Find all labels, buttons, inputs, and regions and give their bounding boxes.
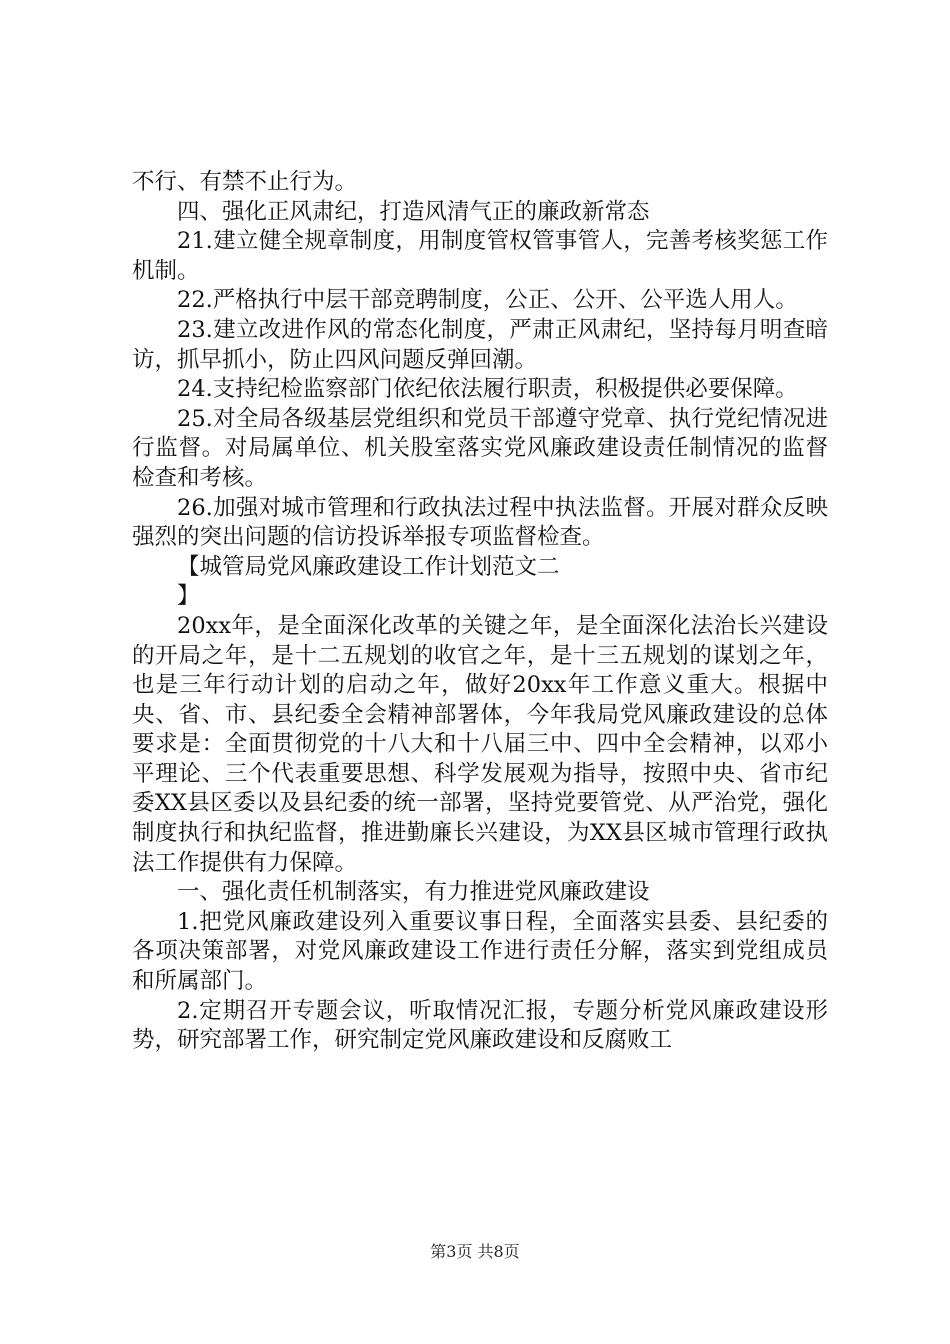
document-body xyxy=(132,168,828,1056)
paragraph-item-23: 23.建立改进作风的常态化制度，严肃正风肃纪，坚持每月明查暗访，抓早抓小，防止四风问题反弹回潮。 xyxy=(132,316,828,373)
paragraph-item-26: 26.加强对城市管理和行政执法过程中执法监督。开展对群众反映强烈的突出问题的信访投诉举报专项监督检查。 xyxy=(132,494,828,551)
paragraph-continuation: 不行、有禁不止行为。 xyxy=(132,169,358,195)
section-heading-1: 一、强化责任机制落实，有力推进党风廉政建设 xyxy=(177,879,650,906)
paragraph-item-2: 2.定期召开专题会议，听取情况汇报，专题分析党风廉政建设形势，研究部署工作，研究制定党风廉政建设和反腐败工 xyxy=(132,997,828,1054)
section-heading-4: 四、强化正风肃纪，打造风清气正的廉政新常态 xyxy=(177,198,650,225)
paragraph-item-25: 25.对全局各级基层党组织和党员干部遵守党章、执行党纪情况进行监督。对局属单位、机关股室落实党风廉政建设责任制情况的监督检查和考核。 xyxy=(132,405,828,491)
article-title: 【城管局党风廉政建设工作计划范文二 xyxy=(177,553,560,580)
paragraph-item-24: 24.支持纪检监察部门依纪依法履行职责，积极提供必要保障。 xyxy=(177,376,798,403)
paragraph-item-21: 21.建立健全规章制度，用制度管权管事管人，完善考核奖惩工作机制。 xyxy=(132,228,828,284)
paragraph-item-22: 22.严格执行中层干部竞聘制度，公正、公开、公平选人用人。 xyxy=(177,287,798,314)
article-title-bracket: 】 xyxy=(177,583,200,610)
paragraph-item-1: 1.把党风廉政建设列入重要议事日程，全面落实县委、县纪委的各项决策部署，对党风廉政建设工作进行责任分解，落实到党组成员和所属部门。 xyxy=(132,908,828,995)
page-number-footer: 第3页 共8页 xyxy=(430,1242,520,1261)
intro-paragraph: 20xx年，是全面深化改革的关键之年，是全面深化法治长兴建设的开局之年，是十二五规划的收官之年，是十三五规划的谋划之年，也是三年行动计划的启动之年，做好20xx年工作意义重大。根据中央、省、市、县纪委全会精神部署体，今年我局党风廉政建设的总体要求是：全面贯彻党的十八大和十八届三中、四中全会精神，以邓小平理论、三个代表重要思想、科学发展观为指导，按照中央、省市纪委XX县区委以及县纪委的统一部署，坚持党要管党、从严治党，强化制度执行和执纪监督，推进勤廉长兴建设，为XX县区城市管理行政执法工作提供有力保障。 xyxy=(132,612,828,876)
